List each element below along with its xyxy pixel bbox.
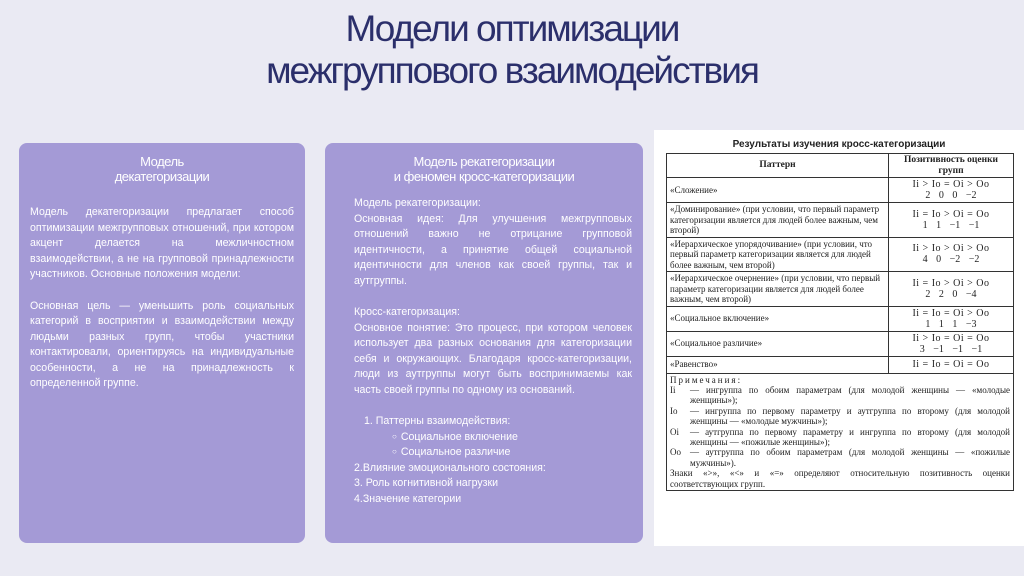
positivity-cell	[889, 331, 1014, 356]
card-title-line2: декатегоризации	[114, 169, 210, 184]
table-row	[667, 203, 1014, 238]
recategorization-card	[325, 143, 643, 543]
list-item: 1. Паттерны взаимодействия:	[364, 415, 511, 427]
decategorization-card	[19, 143, 305, 543]
table-row	[667, 356, 1014, 373]
relation: Ii > Io = Oi > Oo	[912, 179, 990, 190]
recategorization-card-body	[325, 196, 643, 507]
recategorization-heading: Модель рекатегоризации:	[354, 197, 481, 209]
note-item	[670, 427, 1010, 448]
scores: 2 0 0 −2	[925, 190, 977, 201]
relation: Ii = Io = Oi = Oo	[912, 359, 990, 370]
column-header-positivity: Позитивность оценки групп	[889, 154, 1014, 178]
note-text: — ингруппа по первому параметру и аутгруппа по второму (для молодой женщины — «молодые мужчины»);	[690, 405, 1010, 427]
card-title-line1: Модель рекатегоризации	[413, 154, 555, 169]
decategorization-card-body	[19, 205, 305, 392]
scores: 1 1 1 −3	[925, 318, 977, 330]
decategorization-intro: Модель декатегоризации предлагает способ оптимизации межгрупповых отношений, при котором акцент делается на межличностном взаимодействии, а не на групповой принадлежности участников. Основные положения модели:	[30, 206, 294, 280]
pattern-cell: «Социальное включение»	[667, 306, 889, 331]
table-notes-row	[667, 373, 1014, 490]
card-title-line1: Модель	[140, 154, 184, 169]
list-subitem: ○ Социальное включение	[354, 430, 632, 446]
card-title-line2: и феномен кросс-категоризации	[393, 169, 575, 184]
positivity-cell	[889, 306, 1014, 331]
pattern-cell: «Иерархическое упорядочивание» (при условии, что первый параметр категоризации является для людей более важным, чем второй)	[667, 237, 889, 272]
recategorization-idea: Основная идея: Для улучшения межгрупповых отношений важно не отрицание групповой идентичности, а принятие общей социальной идентичности для членов как своей группы, так и аутгруппы.	[354, 212, 632, 287]
table-row	[667, 237, 1014, 272]
page-title	[0, 8, 1024, 92]
relation: Ii > Io > Oi > Oo	[912, 243, 990, 255]
scores: 1 1 −1 −1	[922, 219, 980, 231]
table-row	[667, 178, 1014, 203]
pattern-cell: «Доминирование» (при условии, что первый параметр категоризации является для людей более важным, чем второй)	[667, 203, 889, 238]
positivity-cell	[889, 356, 1014, 373]
scores: 3 −1 −1 −1	[919, 343, 983, 355]
table-notes	[667, 373, 1014, 490]
cross-categorization-concept: Основное понятие: Это процесс, при котором человек использует два разных основания для категоризации себя и окружающих. Благодаря кросс-категоризации, люди из аутгруппы могут быть воспринимаемы как часть своей группы по одному из оснований.	[354, 321, 632, 396]
positivity-cell	[889, 237, 1014, 272]
relation: Ii > Io = Oi = Oo	[912, 332, 990, 344]
scores: 4 0 −2 −2	[922, 254, 980, 266]
decategorization-card-title	[19, 154, 305, 184]
cross-categorization-heading: Кросс-категоризация:	[354, 306, 460, 318]
page-title-line1: Модели оптимизации	[345, 8, 679, 49]
note-item	[670, 385, 1010, 406]
pattern-cell: «Социальное различие»	[667, 331, 889, 356]
table-row	[667, 306, 1014, 331]
note-text: — ингруппа по обоим параметрам (для молодой женщины — «молодые женщины»);	[690, 384, 1010, 406]
notes-heading: Примечания:	[670, 374, 743, 385]
note-key: Oi	[670, 426, 679, 437]
relation: Ii = Io > Oi > Oo	[912, 277, 990, 289]
note-text: — аутгруппа по первому параметру и ингруппа по второму (для молодой женщины — «пожилые женщины»);	[690, 426, 1010, 447]
results-table	[666, 153, 1014, 491]
note-key: Oo	[670, 447, 681, 458]
recategorization-card-title	[325, 154, 643, 184]
positivity-cell	[889, 203, 1014, 238]
relation: Ii = Io = Oi > Oo	[912, 307, 990, 319]
list-item: 4.Значение категории	[354, 492, 462, 505]
decategorization-goal: Основная цель — уменьшить роль социальных категорий в восприятии и взаимодействии между людьми разных групп, чтобы участники контактировали, ориентируясь на индивидуальные особенности, а не на принадлежность к определенной группе.	[30, 299, 294, 389]
scores: 2 2 0 −4	[925, 288, 977, 300]
note-key: Ii	[670, 384, 676, 395]
list-subitem: ○ Социальное различие	[354, 445, 632, 461]
pattern-cell: «Равенство»	[667, 356, 889, 373]
relation: Ii = Io > Oi = Oo	[912, 208, 990, 220]
cross-categorization-results-panel	[654, 130, 1024, 546]
pattern-cell: «Иерархическое очернение» (при условии, что первый параметр категоризации является для людей более важным, чем второй)	[667, 272, 889, 307]
positivity-cell	[889, 272, 1014, 307]
table-row	[667, 331, 1014, 356]
note-item	[670, 406, 1010, 427]
table-row	[667, 272, 1014, 307]
positivity-cell	[889, 178, 1014, 203]
column-header-pattern: Паттерн	[667, 154, 889, 178]
page-title-line2: межгруппового взаимодействия	[266, 50, 758, 91]
pattern-cell: «Сложение»	[667, 178, 889, 203]
list-item: 3. Роль когнитивной нагрузки	[354, 477, 499, 489]
results-table-title: Результаты изучения кросс-категоризации	[732, 139, 946, 150]
notes-footer: Знаки «>», «<» и «=» определяют относительную позитивность оценки соответствующих групп.	[670, 468, 1010, 489]
table-header-row	[667, 154, 1014, 178]
list-item: 2.Влияние эмоционального состояния:	[354, 461, 546, 474]
note-key: Io	[670, 405, 678, 416]
note-item	[670, 447, 1010, 468]
note-text: — аутгруппа по обоим параметрам (для молодой женщины — «пожилые мужчины»).	[690, 447, 1010, 468]
